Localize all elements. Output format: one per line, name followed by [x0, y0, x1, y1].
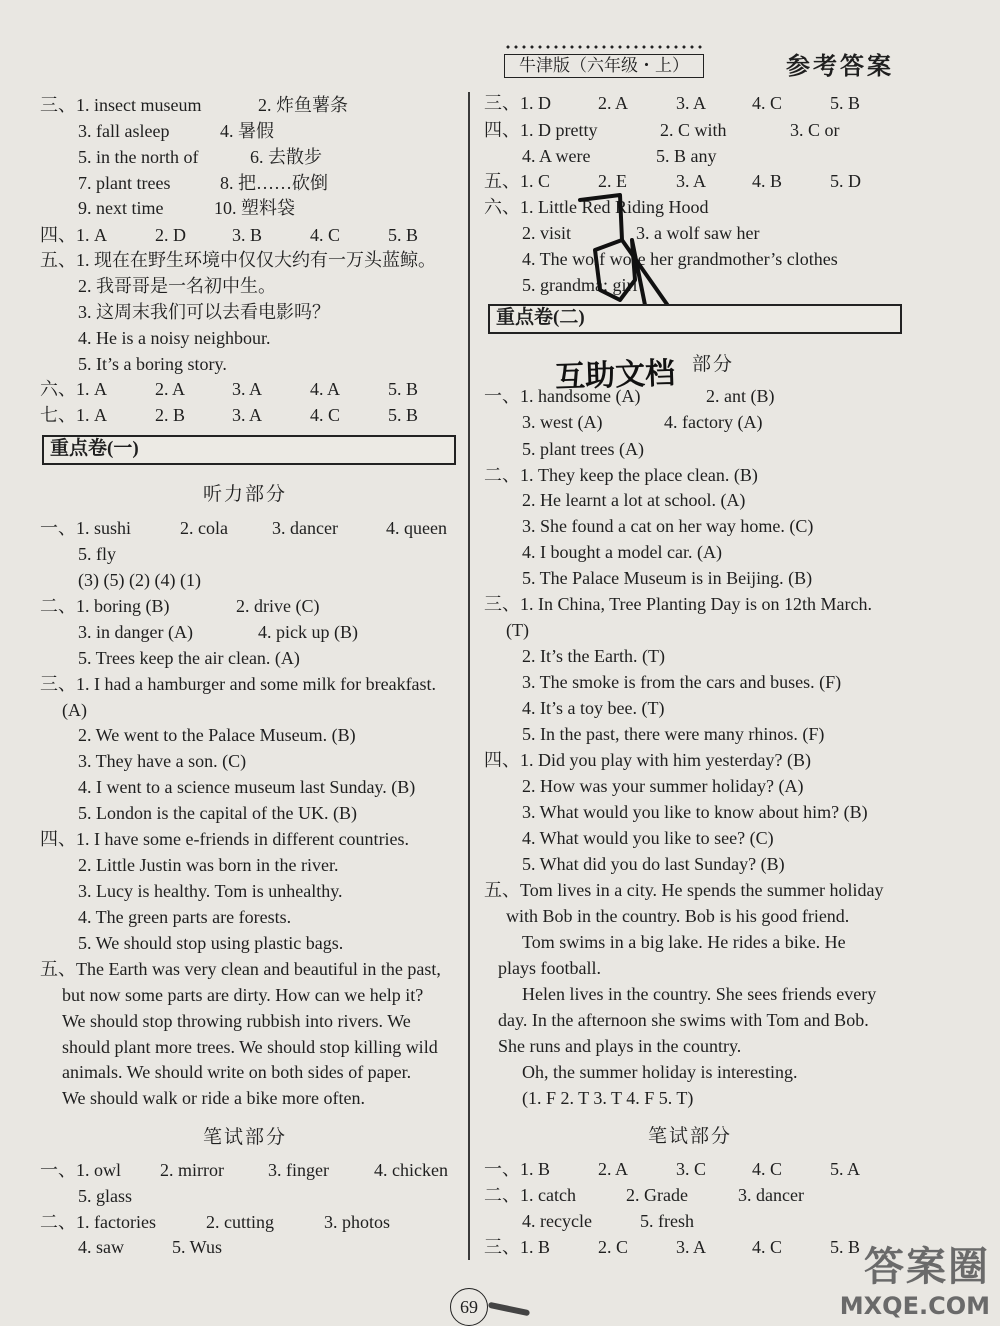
answer-line: 5. What did you do last Sunday? (B)	[522, 854, 785, 874]
answer-line: 10. 塑料袋	[214, 198, 295, 218]
answer-line: should plant more trees. We should stop killing wild	[62, 1037, 438, 1057]
answer-line: 4. pick up (B)	[258, 622, 358, 642]
answer-line: 5. We should stop using plastic bags.	[78, 933, 344, 953]
answer-line: 一、1. B	[484, 1159, 551, 1179]
answer-line: animals. We should write on both sides of paper.	[62, 1062, 412, 1082]
answer-line: 2. 我哥哥是一名初中生。	[78, 276, 276, 296]
answer-line: 三、1. D	[484, 93, 551, 113]
answer-line: 2. C with	[660, 120, 727, 140]
answer-line: 4. saw	[78, 1237, 124, 1257]
answer-line: 四、1. D pretty	[484, 120, 598, 140]
answer-line: 2. A	[598, 93, 629, 113]
answer-line: 4. 暑假	[220, 121, 274, 141]
answer-line: 2. He learnt a lot at school. (A)	[522, 490, 746, 510]
answer-line: 4. queen	[386, 518, 447, 538]
page-number: 69	[450, 1288, 488, 1326]
answer-line: 4. The wolf wore her grandmother’s clothes	[522, 249, 838, 269]
answer-line: 4. C	[752, 93, 783, 113]
answer-line: 3. a wolf saw her	[636, 223, 760, 243]
answer-line: 5. fresh	[640, 1211, 694, 1231]
section-box-label: 重点卷(二)	[496, 307, 585, 328]
answer-line: 二、1. catch	[484, 1185, 576, 1205]
answer-line: Tom swims in a big lake. He rides a bike. He	[522, 932, 846, 952]
answer-line: 3. B	[232, 225, 263, 245]
answer-line: 5. glass	[78, 1186, 132, 1206]
answer-line: 2. B	[155, 405, 186, 425]
answer-line: 3. 这周末我们可以去看电影吗？	[78, 302, 330, 322]
answer-line: 5. B	[388, 225, 419, 245]
answer-line: 2. mirror	[160, 1160, 224, 1180]
answer-line: 2. D	[155, 225, 186, 245]
answer-line: 六、1. Little Red Riding Hood	[484, 197, 709, 217]
answer-line: 四、1. I have some e-friends in different countries.	[40, 829, 410, 849]
answer-line: 五、1. 现在在野生环境中仅仅大约有一万头蓝鲸。	[40, 250, 436, 270]
answer-line: 五、The Earth was very clean and beautiful in the past,	[40, 959, 441, 979]
answer-line: 4. C	[310, 225, 341, 245]
watermark-logo: 答案圈	[864, 1244, 990, 1290]
answer-line: 4. C	[752, 1237, 783, 1257]
answer-line: 一、1. owl	[40, 1160, 121, 1180]
answer-line: 五、1. C	[484, 171, 551, 191]
answer-line: 2. ant (B)	[706, 386, 775, 406]
answer-line: (1. F 2. T 3. T 4. F 5. T)	[522, 1088, 694, 1108]
answer-line: 4. chicken	[374, 1160, 448, 1180]
answer-line: 2. A	[598, 1159, 629, 1179]
answer-line: 五、Tom lives in a city. He spends the summer holiday	[484, 880, 884, 900]
answer-line: 二、1. boring (B)	[40, 596, 170, 616]
answer-line: 2. We went to the Palace Museum. (B)	[78, 725, 356, 745]
answer-line: 5. B	[388, 379, 419, 399]
answer-line: 4. The green parts are forests.	[78, 907, 292, 927]
answer-line: 3. Lucy is healthy. Tom is unhealthy.	[78, 881, 343, 901]
answer-line: 5. It’s a boring story.	[78, 354, 227, 374]
answer-line: day. In the afternoon she swims with Tom and Bob.	[498, 1010, 869, 1030]
edition-label: 牛津版（六年级・上）	[504, 54, 704, 78]
answer-line: 5. B	[830, 93, 861, 113]
answer-line: 5. London is the capital of the UK. (B)	[78, 803, 357, 823]
answer-line: 4. A were	[522, 146, 591, 166]
answer-line: 5. fly	[78, 544, 116, 564]
section-box-label: 重点卷(一)	[50, 438, 139, 459]
answer-line: with Bob in the country. Bob is his good friend.	[506, 906, 850, 926]
answer-line: 5. The Palace Museum is in Beijing. (B)	[522, 568, 813, 588]
answer-line: 5. grandma; girl	[522, 275, 638, 295]
answer-line: 2. 炸鱼薯条	[258, 95, 348, 115]
answer-line: 4. I went to a science museum last Sunday. (B)	[78, 777, 416, 797]
answer-line: Helen lives in the country. She sees friends every	[522, 984, 877, 1004]
answer-line: 三、1. insect museum	[40, 95, 202, 115]
answer-line: 4. recycle	[522, 1211, 592, 1231]
section-box-key-paper-2	[488, 304, 902, 334]
answer-line: 四、1. A	[40, 225, 107, 245]
answer-line: 4. factory (A)	[664, 412, 763, 432]
answer-line: 7. plant trees	[78, 173, 171, 193]
page-header	[500, 40, 910, 80]
answer-line: 3. fall asleep	[78, 121, 170, 141]
answer-line: 2. drive (C)	[236, 596, 320, 616]
answer-line: 2. A	[155, 379, 186, 399]
answer-line: 一、1. sushi	[40, 518, 132, 538]
answer-line: 4. What would you like to see? (C)	[522, 828, 774, 848]
answer-line: 5. B any	[656, 146, 717, 166]
listening-heading: 部分	[692, 354, 735, 375]
answer-line: 5. In the past, there were many rhinos. (F)	[522, 724, 825, 744]
answer-line: We should walk or ride a bike more often.	[62, 1088, 365, 1108]
answer-line: 4. C	[752, 1159, 783, 1179]
page-title: 参考答案	[786, 54, 894, 80]
answer-line: 三、1. In China, Tree Planting Day is on 12th March.	[484, 594, 872, 614]
answer-line: 4. It’s a toy bee. (T)	[522, 698, 665, 718]
watermark-url: MXQE.COM	[839, 1292, 990, 1320]
answer-line: 六、1. A	[40, 379, 107, 399]
answer-line: 2. E	[598, 171, 627, 191]
answer-line: 3. in danger (A)	[78, 622, 193, 642]
answer-line: but now some parts are dirty. How can we help it?	[62, 985, 424, 1005]
answer-line: 3. west (A)	[522, 412, 603, 432]
pen-icon	[488, 1302, 530, 1317]
answer-line: (3) (5) (2) (4) (1)	[78, 570, 201, 590]
answer-line: 2. cutting	[206, 1212, 274, 1232]
answer-line: 5. B	[830, 1237, 861, 1257]
watermark	[840, 1235, 990, 1320]
column-divider	[468, 92, 470, 1260]
written-heading: 笔试部分	[203, 1127, 288, 1148]
answer-line: 5. Wus	[172, 1237, 222, 1257]
answer-line: 3. What would you like to know about him? (B)	[522, 802, 868, 822]
answer-line: 2. It’s the Earth. (T)	[522, 646, 665, 666]
answer-line: 3. The smoke is from the cars and buses. (F)	[522, 672, 842, 692]
section-box-key-paper-1	[42, 435, 456, 465]
answer-line: 2. C	[598, 1237, 629, 1257]
answer-line: 4. He is a noisy neighbour.	[78, 328, 271, 348]
handwritten-note: 互助文档	[554, 355, 676, 396]
answer-line: 二、1. factories	[40, 1212, 156, 1232]
answer-line: 3. C or	[790, 120, 840, 140]
answer-line: plays football.	[498, 958, 601, 978]
answer-line: 4. I bought a model car. (A)	[522, 542, 722, 562]
answer-line: 5. D	[830, 171, 861, 191]
answer-line: 4. C	[310, 405, 341, 425]
answer-line: 9. next time	[78, 198, 164, 218]
answer-line: 4. A	[310, 379, 341, 399]
answer-line: 2. cola	[180, 518, 228, 538]
answer-line: 3. A	[676, 93, 707, 113]
answer-line: 2. Little Justin was born in the river.	[78, 855, 339, 875]
answer-line: 5. in the north of	[78, 147, 199, 167]
answer-line: (A)	[62, 700, 87, 720]
answer-line: 三、1. B	[484, 1237, 551, 1257]
answer-line: 3. dancer	[272, 518, 338, 538]
answer-line: Oh, the summer holiday is interesting.	[522, 1062, 798, 1082]
answer-line: 5. A	[830, 1159, 861, 1179]
listening-heading: 听力部分	[203, 484, 288, 505]
answer-line: 二、1. They keep the place clean. (B)	[484, 465, 758, 485]
answer-line: 三、1. I had a hamburger and some milk for breakfast.	[40, 674, 437, 694]
written-heading: 笔试部分	[648, 1126, 733, 1147]
header-dot-rule	[504, 44, 702, 50]
answer-line: (T)	[506, 620, 529, 640]
answer-line: 3. She found a cat on her way home. (C)	[522, 516, 814, 536]
answer-line: 8. 把……砍倒	[220, 173, 328, 193]
answer-line: 2. visit	[522, 223, 572, 243]
answer-line: 3. A	[676, 171, 707, 191]
answer-line: 四、1. Did you play with him yesterday? (B)	[484, 750, 811, 770]
answer-line: 5. plant trees (A)	[522, 439, 644, 459]
answer-line: She runs and plays in the country.	[498, 1036, 742, 1056]
answer-line: 2. Grade	[626, 1185, 688, 1205]
answer-line: 3. A	[676, 1237, 707, 1257]
answer-line: 2. How was your summer holiday? (A)	[522, 776, 804, 796]
answer-line: 5. B	[388, 405, 419, 425]
answer-line: 3. dancer	[738, 1185, 804, 1205]
answer-line: 3. finger	[268, 1160, 329, 1180]
answer-line: 3. A	[232, 379, 263, 399]
answer-line: 一、1. handsome (A)	[484, 386, 641, 406]
answer-line: 5. Trees keep the air clean. (A)	[78, 648, 300, 668]
answer-line: 3. C	[676, 1159, 707, 1179]
answer-line: 4. B	[752, 171, 783, 191]
answer-line: 3. They have a son. (C)	[78, 751, 247, 771]
answer-line: 3. photos	[324, 1212, 391, 1232]
answer-line: We should stop throwing rubbish into rivers. We	[62, 1011, 411, 1031]
answer-line: 七、1. A	[40, 405, 107, 425]
answer-line: 6. 去散步	[250, 147, 322, 167]
answer-line: 3. A	[232, 405, 263, 425]
